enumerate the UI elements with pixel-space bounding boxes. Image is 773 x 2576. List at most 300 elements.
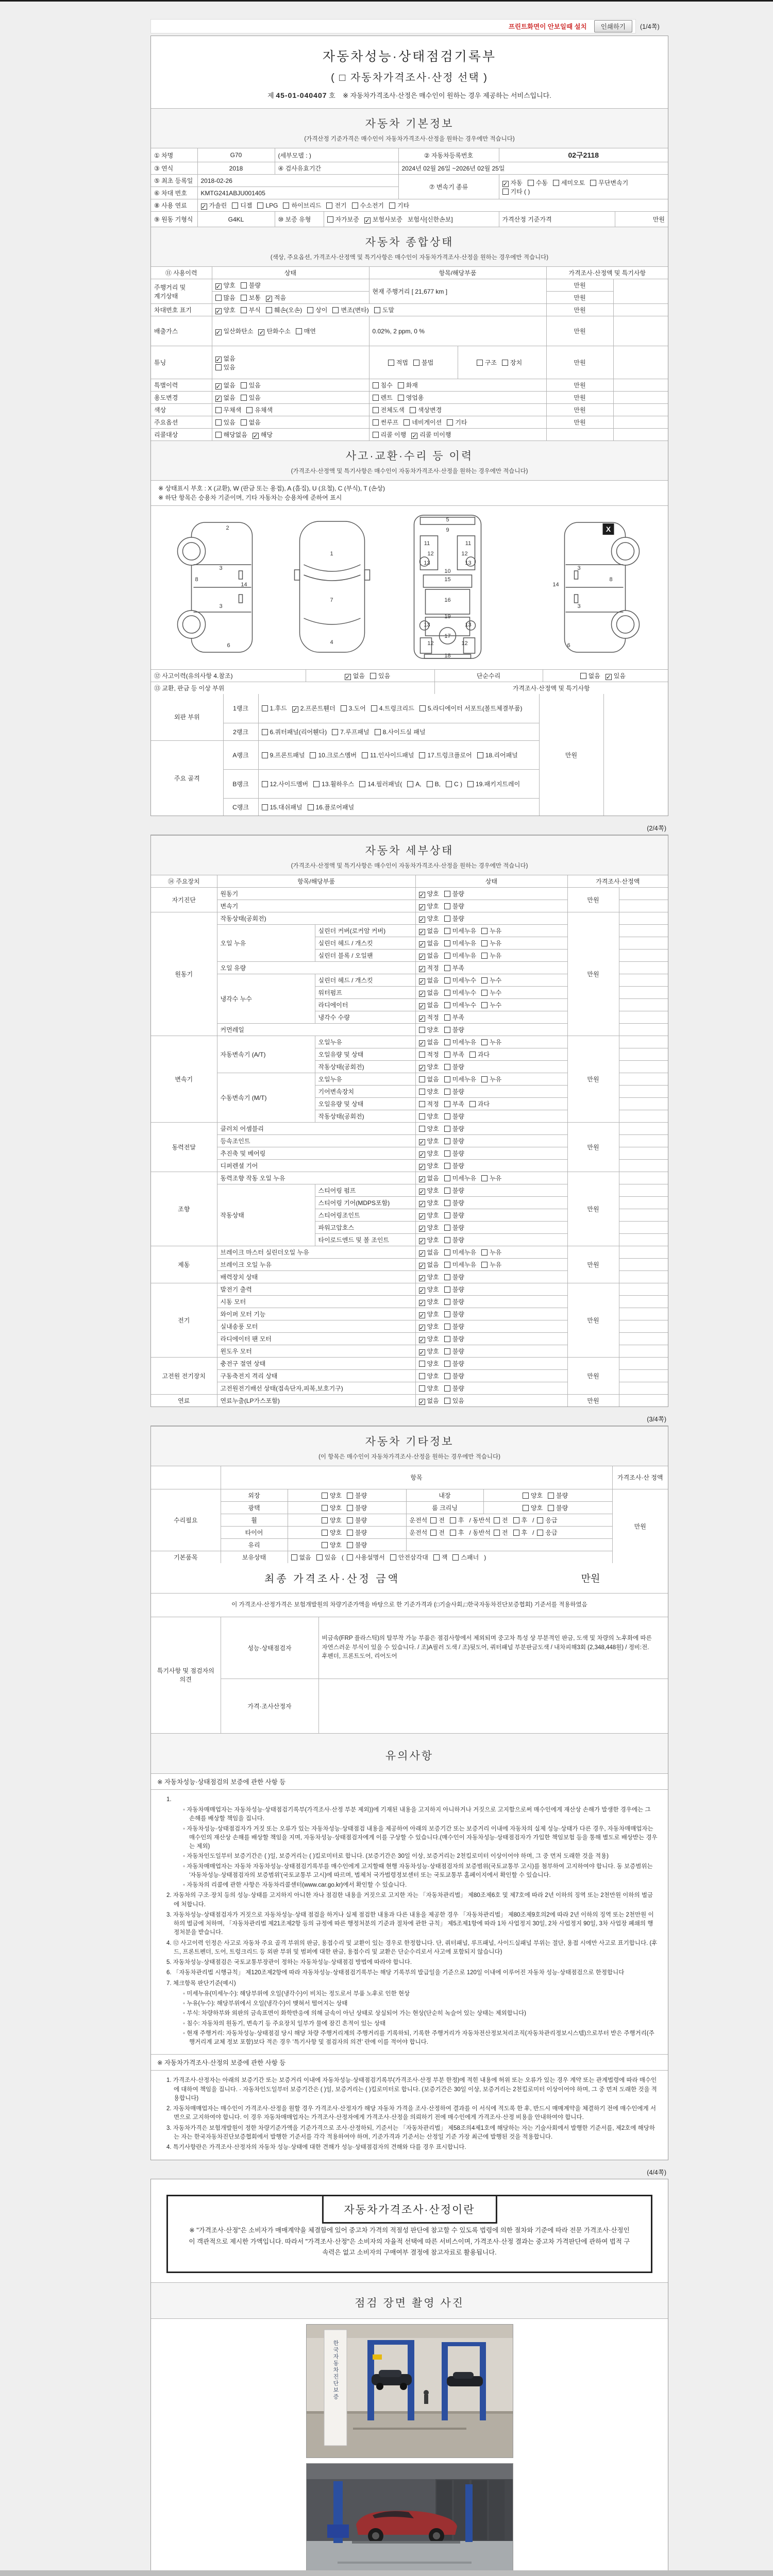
checkbox-unchecked[interactable]: [359, 779, 402, 788]
checkbox-unchecked[interactable]: [528, 178, 548, 187]
checkbox-unchecked[interactable]: [352, 201, 384, 210]
checkbox-unchecked[interactable]: [419, 1075, 439, 1083]
checkbox-unchecked[interactable]: [444, 1075, 476, 1083]
checkbox-label: 불량: [452, 1162, 464, 1170]
check-item-state: [415, 1098, 567, 1110]
row-extra: [619, 1061, 668, 1073]
checkbox-label: 양호: [427, 1199, 439, 1207]
checkbox-unchecked[interactable]: [447, 418, 467, 427]
room-cleaning-state: [483, 1501, 612, 1514]
checkbox-unchecked[interactable]: [444, 1062, 464, 1071]
diagram-zone-label: 18: [444, 653, 451, 659]
checkbox-unchecked[interactable]: [444, 1347, 464, 1355]
checkbox-unchecked[interactable]: [232, 201, 252, 210]
checkbox-checked[interactable]: [419, 1285, 439, 1294]
checkbox-unchecked[interactable]: [494, 1528, 508, 1537]
checkbox-checked[interactable]: [419, 1334, 439, 1343]
row-extra: [619, 1184, 668, 1197]
checkbox-unchecked[interactable]: [481, 1001, 501, 1009]
checkbox-unchecked[interactable]: [327, 215, 359, 224]
checkbox-checked[interactable]: [215, 381, 236, 389]
checkbox-unchecked[interactable]: [373, 418, 399, 427]
checkbox-unchecked[interactable]: [444, 1396, 464, 1405]
car-name-label: ① 차명: [151, 148, 197, 162]
checkbox-unchecked[interactable]: [347, 1540, 367, 1549]
checkbox-unchecked[interactable]: [430, 1516, 445, 1524]
checkbox-checked[interactable]: [419, 1260, 439, 1269]
checkbox-unchecked[interactable]: [407, 781, 421, 788]
checkbox-unchecked[interactable]: [262, 751, 305, 759]
checkbox-unchecked[interactable]: [444, 1186, 464, 1195]
checkbox-checked[interactable]: [419, 1174, 439, 1182]
checkbox-unchecked[interactable]: [389, 201, 409, 210]
checkbox-unchecked[interactable]: [296, 327, 316, 335]
check-item-label: 오일유량 및 상태: [315, 1048, 415, 1061]
checkbox-unchecked[interactable]: [419, 1371, 439, 1380]
checkbox-unchecked[interactable]: [580, 671, 600, 680]
checkbox-checked[interactable]: [419, 1235, 439, 1244]
checkbox-unchecked[interactable]: [313, 779, 354, 788]
checkbox-unchecked[interactable]: [590, 178, 628, 187]
row-extra: [619, 937, 668, 950]
checkbox-box: [444, 1027, 450, 1033]
checkbox-unchecked[interactable]: [347, 1528, 367, 1537]
checkbox-label: 1.후드: [270, 705, 287, 713]
check-item-state: [415, 1320, 567, 1333]
checkbox-checked[interactable]: [419, 1273, 439, 1281]
checkbox-box: [433, 1554, 440, 1561]
checkbox-unchecked[interactable]: [241, 393, 261, 402]
device-group-label: 조향: [151, 1172, 217, 1246]
checkbox-box: [444, 1286, 450, 1293]
checkbox-label: 불량: [452, 1212, 464, 1219]
checkbox-unchecked[interactable]: [419, 1099, 439, 1108]
recall-extra: [613, 429, 668, 441]
checkbox-unchecked[interactable]: [477, 751, 518, 759]
checkbox-checked[interactable]: [419, 889, 439, 898]
row-extra: [619, 1073, 668, 1086]
print-button[interactable]: [594, 20, 632, 32]
checkbox-unchecked[interactable]: [444, 1334, 464, 1343]
checkbox-checked[interactable]: [419, 1062, 439, 1071]
checkbox-unchecked[interactable]: [373, 381, 393, 389]
detail-title: 자동차 세부상태: [365, 845, 454, 857]
checkbox-checked[interactable]: [419, 1322, 439, 1331]
checkbox-unchecked[interactable]: [444, 1384, 464, 1393]
checkbox-label: 전: [439, 1516, 445, 1524]
checkbox-unchecked[interactable]: [419, 1384, 439, 1393]
checkbox-unchecked[interactable]: [548, 1503, 568, 1512]
checkbox-unchecked[interactable]: [513, 1528, 528, 1537]
checkbox-unchecked[interactable]: [502, 358, 522, 367]
checkbox-unchecked[interactable]: [481, 926, 501, 935]
checkbox-unchecked[interactable]: [266, 306, 302, 314]
checkbox-box: ✓: [419, 1275, 425, 1282]
check-item-state: [415, 1024, 567, 1036]
checkbox-box: [373, 395, 379, 401]
checkbox-unchecked[interactable]: [262, 803, 303, 811]
checkbox-label: 양호: [530, 1504, 543, 1512]
checkbox-box: [481, 990, 488, 996]
checkbox-checked[interactable]: [606, 671, 626, 680]
checkbox-checked[interactable]: [419, 1137, 439, 1145]
checkbox-label: 없음: [248, 419, 261, 426]
row-extra: [619, 1358, 668, 1370]
checkbox-label: 안전삼각대: [398, 1553, 428, 1561]
checkbox-unchecked[interactable]: [419, 1025, 439, 1034]
diagram-zone-label: 1: [330, 551, 333, 557]
checkbox-checked[interactable]: [419, 1248, 439, 1257]
check-item-label: 변속기: [217, 900, 415, 912]
emission-state: [212, 316, 369, 346]
checkbox-unchecked[interactable]: [419, 1112, 439, 1121]
checkbox-unchecked[interactable]: [469, 1099, 490, 1108]
checkbox-unchecked[interactable]: [481, 1248, 501, 1257]
checkbox-box: ✓: [419, 1139, 425, 1146]
checkbox-unchecked[interactable]: [322, 1503, 342, 1512]
checkbox-unchecked[interactable]: [215, 430, 247, 439]
checkbox-label: 불량: [452, 1113, 464, 1120]
checkbox-label: 전체도색: [380, 406, 405, 414]
checkbox-unchecked[interactable]: [481, 1174, 501, 1182]
checkbox-unchecked[interactable]: [444, 1050, 464, 1059]
checkbox-unchecked[interactable]: [419, 1050, 439, 1059]
checkbox-unchecked[interactable]: [390, 1553, 428, 1562]
device-group-label: 전기: [151, 1283, 217, 1358]
checkbox-box: [419, 1076, 425, 1082]
checkbox-checked[interactable]: [419, 951, 439, 960]
checkbox-checked[interactable]: [215, 327, 254, 335]
checkbox-unchecked[interactable]: [241, 418, 261, 427]
checkbox-unchecked[interactable]: [332, 727, 369, 736]
checkbox-unchecked[interactable]: [467, 779, 520, 788]
checkbox-unchecked[interactable]: [444, 1025, 464, 1034]
checkbox-unchecked[interactable]: [419, 1087, 439, 1096]
checkbox-unchecked[interactable]: [494, 1516, 508, 1524]
opinion-label: 특기사항 및 점검자의 의견: [151, 1617, 221, 1733]
checkbox-unchecked[interactable]: [481, 1038, 501, 1046]
checkbox-label: 양호: [427, 1125, 439, 1132]
checkbox-unchecked[interactable]: [537, 1528, 557, 1537]
checkbox-unchecked[interactable]: [481, 1075, 501, 1083]
checkbox-unchecked[interactable]: [347, 1491, 367, 1500]
checkbox-unchecked[interactable]: [444, 1235, 464, 1244]
checkbox-checked[interactable]: [419, 1198, 439, 1207]
checkbox-unchecked[interactable]: [291, 1553, 311, 1562]
checkbox-checked[interactable]: [215, 306, 236, 314]
checkbox-unchecked[interactable]: [444, 1099, 464, 1108]
rank-table: [151, 694, 668, 816]
checkbox-box: ✓: [419, 1324, 425, 1331]
checkbox-unchecked[interactable]: [469, 1050, 490, 1059]
checkbox-unchecked[interactable]: [419, 704, 523, 713]
checkbox-unchecked[interactable]: [444, 1310, 464, 1318]
checkbox-label: 불량: [556, 1492, 568, 1499]
checkbox-unchecked[interactable]: [481, 939, 501, 947]
checkbox-unchecked[interactable]: [332, 306, 368, 314]
checkbox-unchecked[interactable]: [444, 1297, 464, 1306]
checkbox-checked[interactable]: [419, 1161, 439, 1170]
simple-repair-label: 단순수리: [434, 670, 543, 682]
checkbox-unchecked[interactable]: [444, 1149, 464, 1158]
checkbox-unchecked[interactable]: [444, 988, 476, 997]
inspection-photo-2: [306, 2463, 513, 2576]
checkbox-checked[interactable]: [419, 1310, 439, 1318]
checkbox-unchecked[interactable]: [444, 951, 476, 960]
checkbox-checked[interactable]: [419, 988, 439, 997]
checkbox-box: [444, 1064, 450, 1070]
checkbox-box: [398, 382, 404, 388]
checkbox-box: [513, 1530, 519, 1536]
checkbox-checked[interactable]: [419, 902, 439, 910]
checkbox-unchecked[interactable]: [262, 704, 287, 713]
checkbox-unchecked[interactable]: [398, 381, 418, 389]
checkbox-checked[interactable]: [266, 293, 286, 302]
notice-body-a: [151, 1790, 668, 2055]
checkbox-checked[interactable]: [253, 430, 273, 439]
checkbox-unchecked[interactable]: [444, 1038, 476, 1046]
checkbox-label: 탄화수소: [266, 328, 291, 335]
checkbox-box: [444, 1014, 450, 1021]
checkbox-checked[interactable]: [419, 1396, 439, 1405]
checkbox-unchecked[interactable]: [444, 1001, 476, 1009]
checkbox-unchecked[interactable]: [444, 1161, 464, 1170]
check-item-state: [415, 987, 567, 999]
service-note: ※ 자동차가격조사·산정은 매수인이 원하는 경우 제공하는 서비스입니다.: [343, 92, 551, 99]
checkbox-unchecked[interactable]: [502, 187, 530, 196]
checkbox-unchecked[interactable]: [347, 1503, 367, 1512]
checkbox-unchecked[interactable]: [215, 418, 236, 427]
checkbox-unchecked[interactable]: [341, 704, 366, 713]
checkbox-unchecked[interactable]: [444, 902, 464, 910]
row-extra: [619, 1036, 668, 1048]
checkbox-label: 누유: [490, 1249, 502, 1256]
checkbox-checked[interactable]: [419, 963, 439, 972]
checkbox-label: 없음: [223, 382, 236, 389]
checkbox-unchecked[interactable]: [419, 1359, 439, 1368]
checkbox-unchecked[interactable]: [388, 358, 408, 367]
checkbox-unchecked[interactable]: [215, 405, 242, 414]
device-group-label: 자기진단: [151, 888, 217, 912]
check-item-label: 오일누유: [315, 1036, 415, 1048]
checkbox-unchecked[interactable]: [373, 405, 405, 414]
checkbox-unchecked[interactable]: [450, 1516, 464, 1524]
checkbox-unchecked[interactable]: [310, 751, 357, 759]
checkbox-unchecked[interactable]: [262, 727, 327, 736]
checkbox-unchecked[interactable]: [481, 988, 501, 997]
checkbox-unchecked[interactable]: [316, 1553, 337, 1562]
checkbox-box: [241, 295, 247, 301]
checkbox-unchecked[interactable]: [513, 1516, 528, 1524]
checkbox-unchecked[interactable]: [419, 1124, 439, 1133]
checkbox-unchecked[interactable]: [433, 1553, 448, 1562]
checkbox-unchecked[interactable]: [444, 1198, 464, 1207]
checkbox-unchecked[interactable]: [450, 1528, 464, 1537]
checkbox-label: 양호: [329, 1541, 342, 1549]
checkbox-unchecked[interactable]: [444, 1359, 464, 1368]
checkbox-checked[interactable]: [215, 393, 236, 402]
checkbox-label: 사용설명서: [355, 1553, 385, 1561]
checkbox-checked[interactable]: [419, 1038, 439, 1046]
notice-line: 4. ⑫ 사고이력 인정은 사고로 자동차 주요 골격 부위의 판금, 용접수리 및 교환이 있는 경우로 한정합니다. 단, 쿼터패널, 루프패널, 사이드실패널 부위는 절단, 용접 시에만 사고로 표기합니다. (후드, 프론트펜더, 도어, 트렁크리드 등 외판 부위 및 범퍼에 대한 판금, 용접수리 및 교환은 단순수리로서 사고에 포함되지 않습니다): [166, 1940, 658, 1955]
checkbox-checked[interactable]: [258, 327, 290, 335]
checkbox-unchecked[interactable]: [444, 1248, 476, 1257]
checkbox-unchecked[interactable]: [246, 405, 273, 414]
checkbox-unchecked[interactable]: [215, 293, 236, 302]
checkbox-unchecked[interactable]: [347, 1553, 385, 1562]
checkbox-unchecked[interactable]: [430, 1528, 445, 1537]
install-notice[interactable]: 프린트화면이 안보일때 설치: [508, 23, 587, 30]
checkbox-checked[interactable]: [201, 201, 227, 210]
checkbox-checked[interactable]: [215, 281, 236, 290]
checkbox-unchecked[interactable]: [373, 430, 407, 439]
checkbox-checked[interactable]: [419, 1149, 439, 1158]
checkbox-checked[interactable]: [419, 939, 439, 947]
checkbox-unchecked[interactable]: [322, 1540, 342, 1549]
checkbox-checked[interactable]: [419, 914, 439, 923]
checkbox-checked[interactable]: [419, 1001, 439, 1009]
checkbox-unchecked[interactable]: [322, 1516, 342, 1524]
checkbox-box: [444, 916, 450, 922]
detail-table: [151, 875, 668, 1406]
doc-no-suffix: 호: [329, 92, 335, 99]
checkbox-unchecked[interactable]: [326, 201, 346, 210]
checkbox-unchecked[interactable]: [481, 1260, 501, 1269]
checkbox-unchecked[interactable]: [241, 381, 261, 389]
checkbox-unchecked[interactable]: [283, 201, 321, 210]
checkbox-checked[interactable]: [502, 178, 523, 187]
checkbox-checked[interactable]: [419, 1347, 439, 1355]
checkbox-unchecked[interactable]: [444, 1112, 464, 1121]
checkbox-checked[interactable]: [419, 1211, 439, 1219]
checkbox-unchecked[interactable]: [444, 926, 476, 935]
checkbox-box: [444, 1249, 450, 1256]
checkbox-unchecked[interactable]: [444, 1285, 464, 1294]
checkbox-checked[interactable]: [411, 430, 451, 439]
checkbox-unchecked[interactable]: [523, 1503, 543, 1512]
checkbox-unchecked[interactable]: [241, 306, 261, 314]
checkbox-checked[interactable]: [419, 1013, 439, 1022]
checkbox-box: [494, 1517, 500, 1523]
checkbox-unchecked[interactable]: [413, 358, 433, 367]
checkbox-box: ✓: [419, 1299, 425, 1307]
checkbox-unchecked[interactable]: [446, 781, 462, 788]
checkbox-label: 양호: [427, 1212, 439, 1219]
checkbox-unchecked[interactable]: [241, 281, 261, 290]
checkbox-box: [419, 1089, 425, 1095]
checkbox-unchecked[interactable]: [257, 202, 278, 209]
checkbox-unchecked[interactable]: [444, 1137, 464, 1145]
checkbox-unchecked[interactable]: [404, 418, 442, 427]
checkbox-checked[interactable]: [345, 671, 365, 680]
checkbox-unchecked[interactable]: [308, 803, 355, 811]
checkbox-box: ✓: [292, 706, 298, 714]
checkbox-unchecked[interactable]: [347, 1516, 367, 1524]
checkbox-unchecked[interactable]: [374, 306, 394, 314]
checkbox-checked[interactable]: [419, 1223, 439, 1232]
checkbox-unchecked[interactable]: [373, 393, 393, 402]
checkbox-unchecked[interactable]: [477, 358, 497, 367]
checkbox-checked[interactable]: [292, 704, 335, 713]
checkbox-unchecked[interactable]: [427, 781, 441, 788]
checkbox-unchecked[interactable]: [262, 779, 309, 788]
checkbox-unchecked[interactable]: [444, 1211, 464, 1219]
checkbox-unchecked[interactable]: [444, 976, 476, 985]
checkbox-box: ✓: [419, 1287, 425, 1294]
checkbox-unchecked[interactable]: [444, 1371, 464, 1380]
checkbox-unchecked[interactable]: [444, 1013, 464, 1022]
checkbox-unchecked[interactable]: [523, 1491, 543, 1500]
checkbox-unchecked[interactable]: [444, 1124, 464, 1133]
checkbox-unchecked[interactable]: [444, 1087, 464, 1096]
checkbox-unchecked[interactable]: [444, 1260, 476, 1269]
checkbox-box: [444, 1175, 450, 1181]
checkbox-unchecked[interactable]: [215, 363, 236, 371]
checkbox-label: 양호: [427, 1335, 439, 1343]
checkbox-unchecked[interactable]: [398, 393, 424, 402]
accident-title: 사고·교환·수리 등 이력: [345, 450, 474, 462]
checkbox-label: 후: [458, 1516, 464, 1524]
checkbox-unchecked[interactable]: [370, 671, 390, 680]
checkbox-checked[interactable]: [364, 215, 402, 224]
checkbox-unchecked[interactable]: [322, 1491, 342, 1500]
checkbox-unchecked[interactable]: [307, 306, 327, 314]
row-extra: [619, 1011, 668, 1024]
checkbox-unchecked[interactable]: [371, 704, 414, 713]
checkbox-label: 상이: [315, 307, 328, 314]
recall-label: 리콜대상: [151, 429, 212, 441]
checkbox-checked[interactable]: [419, 926, 439, 935]
checkbox-box: [444, 1225, 450, 1231]
checkbox-unchecked[interactable]: [548, 1491, 568, 1500]
final-price-label: 최종 가격조사·산정 금액: [264, 1573, 400, 1585]
checkbox-checked[interactable]: [419, 1297, 439, 1306]
checkbox-unchecked[interactable]: [481, 976, 501, 985]
checkbox-unchecked[interactable]: [419, 751, 472, 759]
checkbox-box: [469, 1052, 476, 1058]
checkbox-unchecked[interactable]: [444, 939, 476, 947]
checkbox-unchecked[interactable]: [241, 293, 261, 302]
checkbox-checked[interactable]: [419, 976, 439, 985]
checkbox-unchecked[interactable]: [362, 751, 414, 759]
checkbox-unchecked[interactable]: [444, 1273, 464, 1281]
checkbox-label: 양호: [530, 1492, 543, 1499]
checkbox-box: [444, 1089, 450, 1095]
checkbox-unchecked[interactable]: [481, 951, 501, 960]
checkbox-unchecked[interactable]: [444, 889, 464, 898]
checkbox-unchecked[interactable]: [444, 1223, 464, 1232]
checkbox-unchecked[interactable]: [444, 914, 464, 923]
row-extra: [619, 888, 668, 900]
checkbox-checked[interactable]: [419, 1186, 439, 1195]
checkbox-unchecked[interactable]: [553, 178, 585, 187]
checkbox-unchecked[interactable]: [444, 963, 464, 972]
checkbox-box: [241, 419, 247, 426]
checkbox-unchecked[interactable]: [452, 1553, 479, 1562]
checkbox-unchecked[interactable]: [375, 727, 426, 736]
checkbox-checked[interactable]: [215, 354, 236, 363]
checkbox-unchecked[interactable]: [410, 405, 442, 414]
checkbox-label: 불량: [452, 1088, 464, 1095]
checkbox-unchecked[interactable]: [322, 1528, 342, 1537]
usage-change-state: [212, 392, 369, 404]
checkbox-unchecked[interactable]: [444, 1322, 464, 1331]
checkbox-unchecked[interactable]: [537, 1516, 557, 1524]
check-item-label: 브레이크 오일 누유: [217, 1259, 415, 1271]
checkbox-label: 양호: [329, 1529, 342, 1536]
vin-mark-extra: [613, 304, 668, 316]
checkbox-unchecked[interactable]: [444, 1174, 476, 1182]
